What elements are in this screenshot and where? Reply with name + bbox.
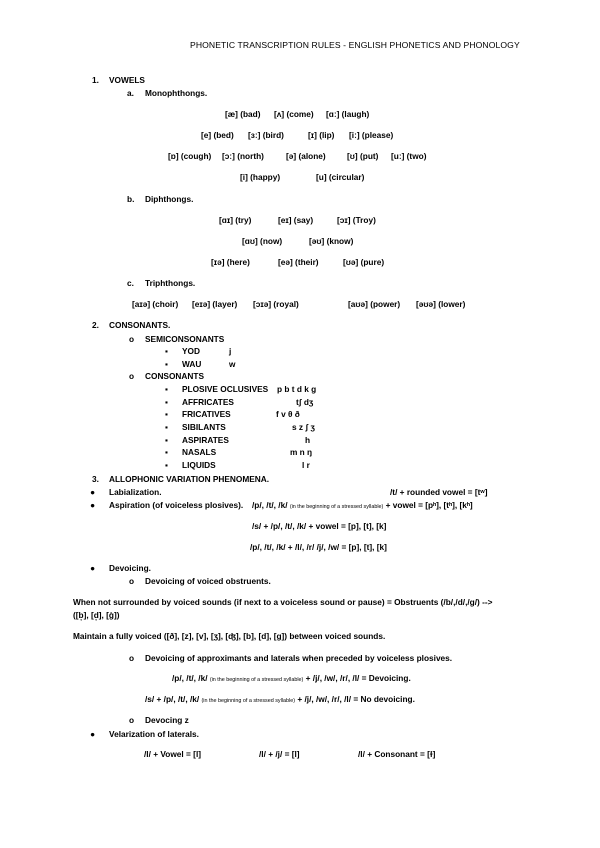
consonant-label: AFFRICATES bbox=[182, 397, 234, 407]
vowel-example: [əʊə] (lower) bbox=[416, 299, 466, 309]
rule-consonants: /p/, /t/, /k/ bbox=[252, 500, 288, 510]
consonant-value: l r bbox=[302, 460, 310, 470]
section-1-number: 1. bbox=[92, 75, 99, 85]
bullet-icon: ▪ bbox=[165, 447, 168, 457]
velarization-rule: /l/ + Consonant = [ɫ] bbox=[358, 749, 436, 759]
consonant-value: h bbox=[305, 435, 311, 445]
consonant-label: ASPIRATES bbox=[182, 435, 229, 445]
devoicing-sub: Devoicing of voiced obstruents. bbox=[145, 576, 271, 586]
bullet-icon: ▪ bbox=[165, 422, 168, 432]
paragraph-line: ([b̥], [d̥], [g̊]) bbox=[73, 610, 120, 620]
aspiration-rule-2: /s/ + /p/, /t/, /k/ + vowel = [p], [t], [k] bbox=[252, 521, 387, 531]
vowel-example: [u] (circular) bbox=[316, 172, 365, 182]
paragraph-line: When not surrounded by voiced sounds (if next to a voiceless sound or pause) = Obstruents (/b/,/d/,/g/) --> bbox=[73, 597, 493, 607]
bullet-marker: o bbox=[129, 334, 135, 344]
bullet-marker: o bbox=[129, 715, 135, 725]
bullet-icon: ▪ bbox=[165, 346, 168, 356]
consonant-label: LIQUIDS bbox=[182, 460, 216, 470]
aspiration-rule-3: /p/, /t/, /k/ + /l/, /r/ /j/, /w/ = [p], [t], [k] bbox=[250, 542, 387, 552]
vowel-example: [ɒ] (cough) bbox=[168, 151, 212, 161]
stressed-syllable-note: (in the beginning of a stressed syllable) bbox=[209, 677, 304, 683]
vowel-example: [ɔɪə] (royal) bbox=[253, 299, 299, 309]
vowel-example: [ɔː] (north) bbox=[222, 151, 264, 161]
bullet-marker: o bbox=[129, 576, 135, 586]
velarization-label: Velarization of laterals. bbox=[109, 729, 199, 739]
bullet-icon: ▪ bbox=[165, 384, 168, 394]
section-3-title: ALLOPHONIC VARIATION PHENOMENA. bbox=[109, 474, 270, 484]
vowel-example: [i] (happy) bbox=[240, 172, 281, 182]
vowel-example: [aʊə] (power) bbox=[348, 299, 401, 309]
consonant-label: WAU bbox=[182, 359, 202, 369]
vowel-example: [æ] (bad) bbox=[225, 109, 261, 119]
labialization-label: Labialization. bbox=[109, 487, 162, 497]
vowel-example: [əʊ] (know) bbox=[309, 236, 354, 246]
stressed-syllable-note: (in the beginning of a stressed syllable) bbox=[289, 504, 384, 510]
vowel-example: [eɪə] (layer) bbox=[192, 299, 238, 309]
subsection-a-title: Monophthongs. bbox=[145, 88, 208, 98]
bullet-marker: o bbox=[129, 653, 135, 663]
vowel-example: [uː] (two) bbox=[391, 151, 427, 161]
rule-result: + /j/, /w/, /r/, /l/ = Devoicing. bbox=[305, 673, 411, 683]
rule-consonants: /p/, /t/, /k/ bbox=[172, 673, 208, 683]
rule-result: + /j/, /w/, /r/, /l/ = No devoicing. bbox=[297, 694, 415, 704]
bullet-icon: ● bbox=[90, 487, 96, 497]
bullet-icon: ▪ bbox=[165, 397, 168, 407]
vowel-example: [e] (bed) bbox=[201, 130, 234, 140]
vowel-example: [ɑʊ] (now) bbox=[242, 236, 283, 246]
approximants-rule-2 bbox=[145, 694, 415, 706]
subsection-c-marker: c. bbox=[127, 278, 134, 288]
vowel-example: [eɪ] (say) bbox=[278, 215, 314, 225]
aspiration-rule-1 bbox=[252, 500, 473, 512]
consonant-value: w bbox=[229, 359, 236, 369]
bullet-icon: ▪ bbox=[165, 359, 168, 369]
consonant-value: s z ʃ ʒ bbox=[292, 422, 315, 432]
section-1-title: VOWELS bbox=[109, 75, 145, 85]
consonant-value: j bbox=[229, 346, 232, 356]
vowel-example: [ə] (alone) bbox=[286, 151, 326, 161]
vowel-example: [ɜː] (bird) bbox=[248, 130, 284, 140]
consonant-value: tʃ dʒ bbox=[296, 397, 314, 407]
consonant-label: SIBILANTS bbox=[182, 422, 226, 432]
section-2-title: CONSONANTS. bbox=[109, 320, 171, 330]
bullet-icon: ● bbox=[90, 563, 96, 573]
devoicing-z: Devocing z bbox=[145, 715, 189, 725]
vowel-example: [iː] (please) bbox=[349, 130, 394, 140]
vowel-example: [ɔɪ] (Troy) bbox=[337, 215, 376, 225]
vowel-example: [aɪə] (choir) bbox=[132, 299, 179, 309]
aspiration-label: Aspiration (of voiceless plosives). bbox=[109, 500, 244, 510]
vowel-example: [ɪə] (here) bbox=[211, 257, 250, 267]
section-3-number: 3. bbox=[92, 474, 99, 484]
section-2-number: 2. bbox=[92, 320, 99, 330]
consonant-label: YOD bbox=[182, 346, 200, 356]
rule-consonants: /s/ + /p/, /t/, /k/ bbox=[145, 694, 200, 704]
bullet-icon: ▪ bbox=[165, 435, 168, 445]
subsection-b-title: Diphthongs. bbox=[145, 194, 194, 204]
bullet-icon: ● bbox=[90, 729, 96, 739]
devoicing-label: Devoicing. bbox=[109, 563, 151, 573]
running-header: PHONETIC TRANSCRIPTION RULES - ENGLISH PHONETICS AND PHONOLOGY bbox=[190, 40, 520, 50]
consonant-value: p b t d k g bbox=[277, 384, 317, 394]
vowel-example: [ɪ] (lip) bbox=[308, 130, 335, 140]
bullet-marker: o bbox=[129, 371, 135, 381]
consonant-label: FRICATIVES bbox=[182, 409, 231, 419]
paragraph-line: Maintain a fully voiced ([ð], [z], [v], [ʒ], [ʤ], [b], [d], [g]) between voiced sounds. bbox=[73, 631, 386, 641]
bullet-icon: ▪ bbox=[165, 409, 168, 419]
velarization-rule: /l/ + Vowel = [l] bbox=[144, 749, 202, 759]
approximants-rule-1 bbox=[172, 673, 411, 685]
vowel-example: [ʌ] (come) bbox=[274, 109, 314, 119]
vowel-example: [ʊə] (pure) bbox=[343, 257, 385, 267]
subsection-b-marker: b. bbox=[127, 194, 135, 204]
bullet-icon: ▪ bbox=[165, 460, 168, 470]
consonant-label: NASALS bbox=[182, 447, 217, 457]
consonant-value: m n ŋ bbox=[290, 447, 313, 457]
rule-result: + vowel = [pʰ], [tʰ], [kʰ] bbox=[385, 500, 473, 510]
semiconsonants-title: SEMICONSONANTS bbox=[145, 334, 225, 344]
vowel-example: [eə] (their) bbox=[278, 257, 319, 267]
vowel-example: [ɑɪ] (try) bbox=[219, 215, 252, 225]
subsection-c-title: Triphthongs. bbox=[145, 278, 196, 288]
consonant-value: f v θ ð bbox=[276, 409, 300, 419]
approximants-title: Devoicing of approximants and laterals when preceded by voiceless plosives. bbox=[145, 653, 453, 663]
consonants-title: CONSONANTS bbox=[145, 371, 205, 381]
consonant-label: PLOSIVE OCLUSIVES bbox=[182, 384, 269, 394]
vowel-example: [ɑː] (laugh) bbox=[326, 109, 370, 119]
velarization-rule: /l/ + /j/ = [l] bbox=[259, 749, 300, 759]
subsection-a-marker: a. bbox=[127, 88, 134, 98]
vowel-example: [ʊ] (put) bbox=[347, 151, 379, 161]
labialization-rule: /t/ + rounded vowel = [tʷ] bbox=[390, 487, 488, 497]
stressed-syllable-note: (in the beginning of a stressed syllable) bbox=[201, 698, 295, 704]
bullet-icon: ● bbox=[90, 500, 96, 510]
